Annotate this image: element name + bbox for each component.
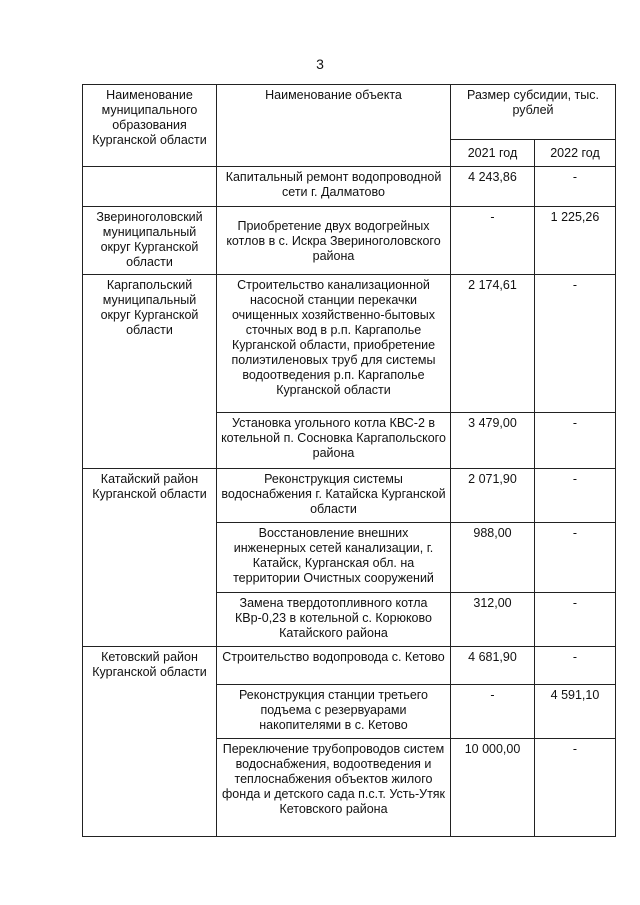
object-cell: Реконструкция станции третьего подъема с резервуарами накопителями в с. Кетово [217,685,451,739]
municipality-cell: Кетовский район Курганской области [83,647,217,837]
value-2021-cell: - [451,685,535,739]
municipality-cell: Каргапольский муниципальный округ Курганской области [83,275,217,469]
value-2022-cell: - [535,413,616,469]
value-2021-cell: 2 071,90 [451,469,535,523]
table-row [83,167,616,207]
object-cell: Приобретение двух водогрейных котлов в с. Искра Звериноголовского района [217,207,451,275]
value-2022-cell: - [535,275,616,413]
table-row [83,469,616,523]
value-2022-cell: 4 591,10 [535,685,616,739]
object-cell: Переключение трубопроводов систем водоснабжения, водоотведения и теплоснабжения объектов жилого фонда и детского сада п.с.т. Усть-Утяк Кетовского района [217,739,451,837]
value-2022-cell: 1 225,26 [535,207,616,275]
object-cell: Строительство водопровода с. Кетово [217,647,451,685]
header-subsidy: Размер субсидии, тыс. рублей [451,85,616,140]
value-2021-cell: - [451,207,535,275]
page-number: 3 [316,56,324,72]
object-cell: Установка угольного котла КВС-2 в котельной п. Сосновка Каргапольского района [217,413,451,469]
value-2022-cell: - [535,167,616,207]
subsidy-table [82,84,616,837]
header-object: Наименование объекта [217,85,451,167]
municipality-cell [83,167,217,207]
value-2022-cell: - [535,647,616,685]
value-2022-cell: - [535,593,616,647]
value-2022-cell: - [535,739,616,837]
value-2021-cell: 10 000,00 [451,739,535,837]
header-municipality: Наименование муниципального образования Курганской области [83,85,217,167]
object-cell: Восстановление внешних инженерных сетей канализации, г. Катайск, Курганская обл. на территории Очистных сооружений [217,523,451,593]
object-cell: Реконструкция системы водоснабжения г. Катайска Курганской области [217,469,451,523]
value-2021-cell: 312,00 [451,593,535,647]
value-2021-cell: 988,00 [451,523,535,593]
value-2022-cell: - [535,469,616,523]
municipality-cell: Катайский район Курганской области [83,469,217,647]
value-2021-cell: 2 174,61 [451,275,535,413]
value-2021-cell: 3 479,00 [451,413,535,469]
value-2021-cell: 4 243,86 [451,167,535,207]
table-row [83,275,616,413]
table-row [83,647,616,685]
object-cell: Замена твердотопливного котла КВр-0,23 в котельной с. Корюково Катайского района [217,593,451,647]
header-year-2021: 2021 год [451,140,535,167]
municipality-cell: Звериноголовский муниципальный округ Курганской области [83,207,217,275]
object-cell: Строительство канализационной насосной станции перекачки очищенных хозяйственно-бытовых сточных вод в р.п. Каргаполье Курганской области, приобретение полиэтиленовых труб для системы водоотведения р.п. Каргаполье Курганской области [217,275,451,413]
header-year-2022: 2022 год [535,140,616,167]
value-2022-cell: - [535,523,616,593]
table-row [83,207,616,275]
object-cell: Капитальный ремонт водопроводной сети г. Далматово [217,167,451,207]
value-2021-cell: 4 681,90 [451,647,535,685]
